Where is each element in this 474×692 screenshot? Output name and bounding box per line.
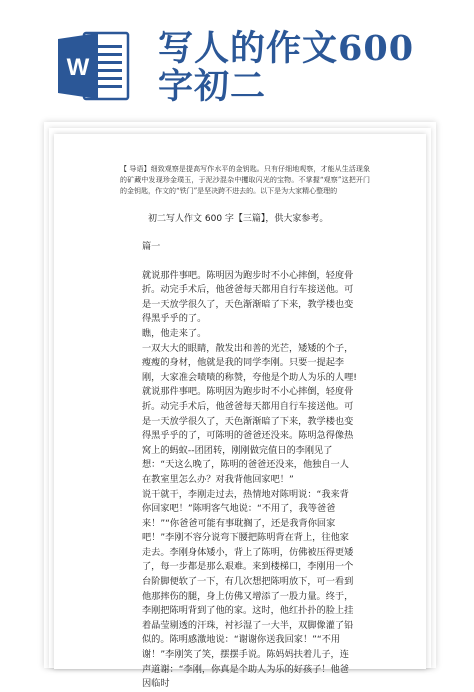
- paragraph: 就说那件事吧。陈明因为跑步时不小心摔倒，轻度骨折。动完手术后，他爸爸每天都用自行车接送他。可是一天放学很久了，天色渐渐暗了下来，教学楼也变得黑乎乎的了，可陈明的爸爸还没来。陈明急得像热窝上的蚂蚁--团团转，刚刚做完值日的李刚见了想：“天这么晚了，陈明的爸爸还没来，他独自一人在教室里怎么办？对我背他回家吧！”: [142, 386, 354, 485]
- document-page: [54, 134, 426, 690]
- title-line-2: 字初二: [158, 66, 267, 107]
- essay-body: [142, 240, 357, 692]
- guide-text: 【 导语】细致观察是提高写作水平的金钥匙。只有仔细地观察，才能从生活现象的矿藏中发现珍金璞玉，于泥沙混杂中攫取闪光的宝物。不掌握“观察”这把开门的金钥匙，作文的“铁门”是坚决跨不进去的。以下是为大家精心整理的: [120, 165, 370, 195]
- section-heading: 篇一: [142, 241, 161, 252]
- word-icon: [58, 31, 130, 101]
- paragraph: 一双大大的眼睛，散发出和善的光芒，矮矮的个子，瘦瘦的身材，他就是我的同学李刚。只要一提起李刚，大家准会啧啧的称赞，夸他是个助人为乐的人哩!: [142, 342, 357, 383]
- header: [0, 0, 474, 120]
- paragraph: 瞧，他走来了。: [142, 327, 207, 339]
- page-title: [158, 30, 414, 106]
- paragraph: 说干就干，李刚走过去，热情地对陈明说：“我来背你回家吧！”陈明客气地说：“不用了，我等爸爸来！”“你爸爸可能有事耽搁了，还是我背你回家吧！”李刚不容分说弯下腰把陈明背在背上，往他家走去。李刚身体矮小，背上了陈明，仿佛被压得更矮了，每一步都是那么艰难。来到楼梯口，李刚用一个台阶脚便软了一下，有几次想把陈明放下，可一看到他那摔伤的腿，身上仿佛又增添了一股力量。终于，李刚把陈明背到了他的家。这时，他红扑扑的脸上挂着晶莹剔透的汗珠，衬衫湿了一大半，双脚像灌了铅似的。陈明感激地说：“谢谢你送我回家！”“不用谢！”李刚笑了笑，摆摆手说。陈妈妈扶着儿子，连声道谢：“李刚，你真是个助人为乐的好孩子！他爸因临时: [142, 488, 354, 690]
- intro-line: 初二写人作文 600 字【三篇】，供大家参考。: [148, 214, 329, 224]
- paragraph: 就说那件事吧。陈明因为跑步时不小心摔倒，轻度骨折。动完手术后，他爸爸每天都用自行车接送他。可是一天放学很久了，天色渐渐暗了下来，教学楼也变得黑乎乎的了。: [142, 269, 354, 325]
- word-logo-letter: W: [66, 54, 90, 81]
- title-line-1: 写人的作文600: [158, 28, 415, 69]
